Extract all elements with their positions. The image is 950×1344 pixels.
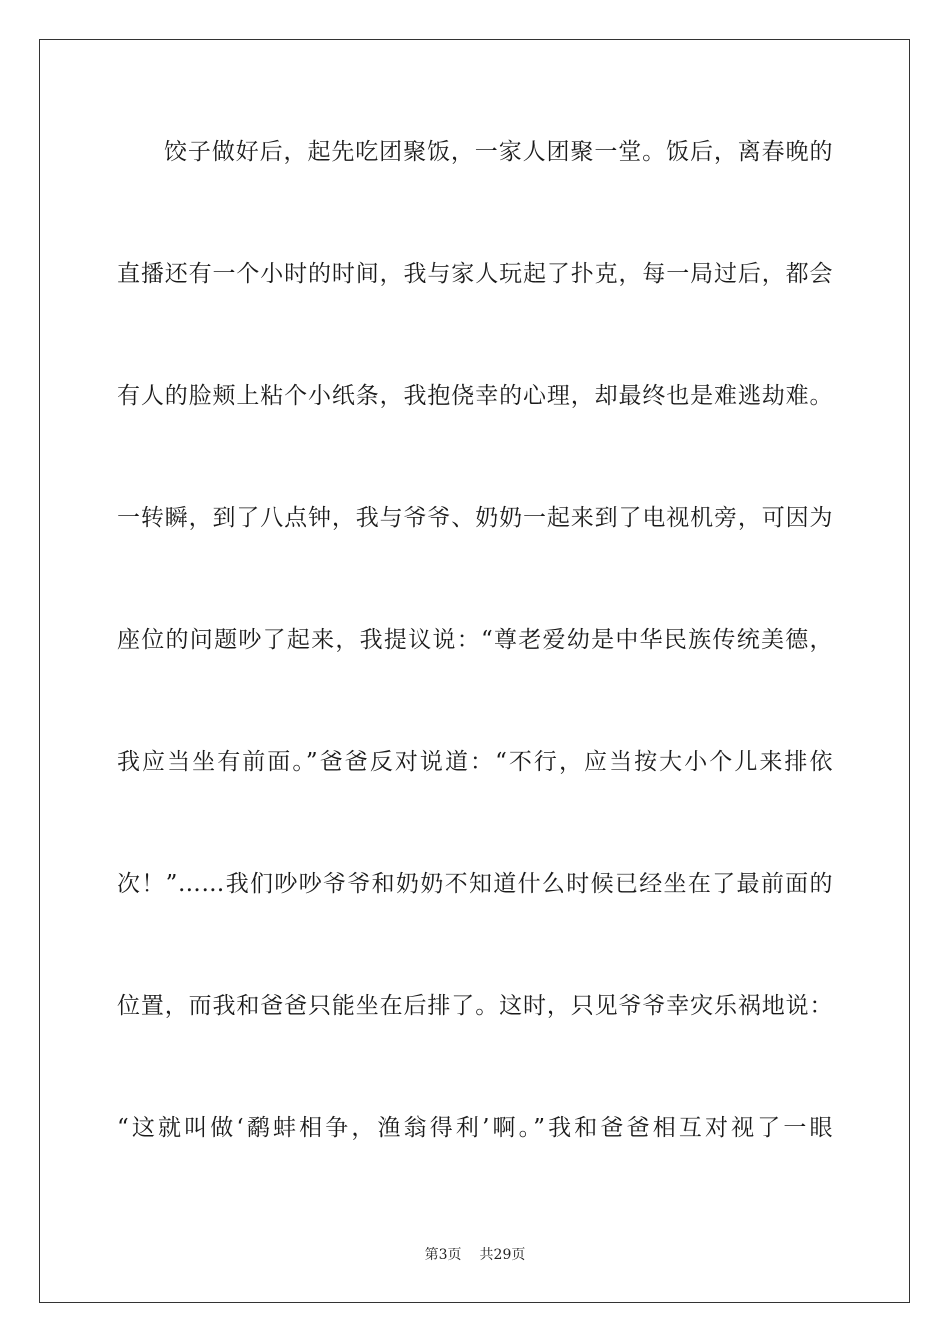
paragraph-line-3: 有人的脸颊上粘个小纸条，我抱侥幸的心理，却最终也是难逃劫难。 bbox=[117, 383, 833, 409]
current-page-label: 第3页 bbox=[424, 1247, 462, 1263]
paragraph-line-7: 次！”……我们吵吵爷爷和奶奶不知道什么时候已经坐在了最前面的 bbox=[117, 871, 833, 897]
paragraph-line-5: 座位的问题吵了起来，我提议说：“尊老爱幼是中华民族传统美德， bbox=[117, 627, 833, 653]
total-pages-label: 共29页 bbox=[479, 1247, 526, 1263]
paragraph-line-1: 饺子做好后，起先吃团聚饭，一家人团聚一堂。饭后，离春晚的 bbox=[164, 139, 833, 165]
paragraph-line-6: 我应当坐有前面。”爸爸反对说道：“不行，应当按大小个儿来排依 bbox=[117, 749, 833, 775]
page-footer bbox=[0, 1246, 950, 1264]
paragraph-line-9: “这就叫做‘鹬蚌相争，渔翁得利’啊。”我和爸爸相互对视了一眼 bbox=[117, 1115, 833, 1141]
paragraph-line-2: 直播还有一个小时的时间，我与家人玩起了扑克，每一局过后，都会 bbox=[117, 261, 833, 287]
paragraph-line-8: 位置，而我和爸爸只能坐在后排了。这时，只见爷爷幸灾乐祸地说： bbox=[117, 993, 833, 1019]
paragraph-line-4: 一转瞬，到了八点钟，我与爷爷、奶奶一起来到了电视机旁，可因为 bbox=[117, 505, 833, 531]
